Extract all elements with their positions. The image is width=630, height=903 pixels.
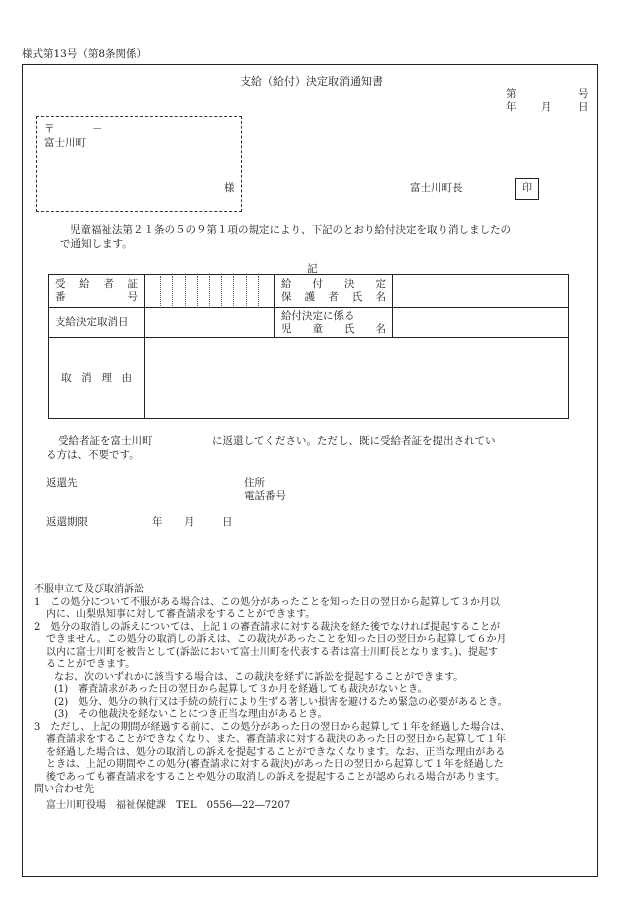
appeal-item: (2) 処分、処分の執行又は手続の続行により生ずる著しい損害を避けるため緊急の必要があるとき。 (54, 696, 508, 708)
table-row (49, 338, 569, 419)
info-table (48, 274, 569, 419)
appeal-p3-line: を経過した場合は、処分の取消しの訴えを提起することができなくなります。なお、正当な理由がある (46, 746, 506, 758)
recipient-town: 富士川町 (44, 137, 86, 149)
reason-label: 取 消 理 由 (49, 338, 145, 419)
ki-heading: 記 (307, 263, 318, 275)
cert-number-input[interactable] (145, 275, 275, 308)
postal-mark: 〒 (44, 123, 55, 135)
cancel-date-input[interactable] (145, 308, 275, 338)
appeal-p1-line: 1 この処分について不服がある場合は、この処分があったことを知った日の翌日から起算して３か月以 (34, 596, 501, 608)
issuer-name: 富士川町長 (410, 182, 463, 194)
appeal-p3-line: 後であっても審査請求をすることや処分の取消しの訴えを提起することが認められる場合があります。 (46, 771, 506, 783)
appeal-p2-line: できません。この処分の取消しの訴えは、この裁決があったことを知った日の翌日から起算して６か月 (46, 634, 507, 645)
deadline-month: 月 (184, 516, 195, 528)
date-day: 日 (578, 101, 589, 113)
recipient-address-box (36, 116, 242, 212)
appeal-p2-line: 2 処分の取消しの訴えについては、上記１の審査請求に対する裁決を経た後でなければ提起することが (34, 621, 501, 633)
return-address-label: 住所 (244, 477, 265, 489)
appeal-item: (3) その他裁決を経ないことにつき正当な理由があるとき。 (54, 709, 328, 720)
cert-number-label: 受 給 者 証 番 号 (49, 275, 145, 308)
return-note-line-2: る方は、不要です。 (46, 449, 140, 461)
table-row (49, 275, 569, 308)
document-title: 支給（給付）決定取消通知書 (240, 75, 383, 88)
cancel-date-label: 支給決定取消日 (49, 308, 145, 338)
reason-input[interactable] (145, 338, 569, 419)
guardian-label: 給 付 決 定 保 護 者 氏 名 (275, 275, 393, 308)
deadline-day: 日 (222, 516, 233, 528)
doc-number-go: 号 (578, 88, 589, 100)
appeal-p2-line: 以内に富士川町を被告として(訴訟において富士川町を代表する者は富士川町長となります。)、提起す (46, 646, 499, 658)
return-note-line-1b: に返還してください。ただし、既に受給者証を提出されてい (212, 435, 496, 447)
appeal-section (34, 584, 590, 812)
doc-number-dai: 第 (506, 88, 517, 100)
appeal-p3-line: 3 ただし、上記の期間が経過する前に、この処分があった日の翌日から起算して１年を経過した場合は、 (34, 721, 511, 733)
appeal-p1-line: 内に、山梨県知事に対して審査請求をすることができます。 (46, 609, 316, 620)
appeal-p3-line: ときは、上記の期間やこの処分(審査請求に対する裁決)があった日の翌日から起算して１年を経過した (46, 759, 504, 770)
return-note-line-1a: 受給者証を富士川町 (58, 435, 153, 447)
form-number-label: 様式第13号（第8条関係） (22, 48, 148, 60)
appeal-heading: 不服申立て及び取消訴訟 (34, 584, 144, 595)
appeal-p3-line: 審査請求をすることができなくなり、また、審査請求に対する裁決のあった日の翌日から起算して１年 (46, 734, 506, 745)
deadline-label: 返還期限 (46, 516, 88, 528)
table-row (49, 308, 569, 338)
appeal-p2-note: なお、次のいずれかに該当する場合は、この裁決を経ずに訴訟を提起することができます。 (54, 671, 464, 683)
appeal-p2-line: ることができます。 (46, 659, 136, 670)
intro-line-2: で通知します。 (60, 238, 133, 250)
recipient-honorific: 様 (224, 182, 235, 194)
appeal-item: (1) 審査請求があった日の翌日から起算して３か月を経過しても裁決がないとき。 (54, 684, 428, 695)
seal-box: 印 (515, 178, 539, 200)
return-phone-label: 電話番号 (244, 490, 286, 502)
contact-heading: 問い合わせ先 (34, 784, 94, 795)
postal-dash: － (92, 123, 103, 135)
intro-line-1: 児童福祉法第２１条の５の９第１項の規定により、下記のとおり給付決定を取り消しましたの (70, 224, 511, 236)
return-to-label: 返還先 (46, 477, 78, 489)
child-label: 給付決定に係る 児 童 氏 名 (275, 308, 393, 338)
contact-line: 富士川町役場 福祉保健課 TEL 0556―22―7207 (46, 799, 291, 811)
guardian-name-input[interactable] (393, 275, 569, 308)
date-month: 月 (541, 101, 552, 113)
child-name-input[interactable] (393, 308, 569, 338)
deadline-year: 年 (152, 516, 163, 528)
date-year: 年 (506, 101, 517, 113)
